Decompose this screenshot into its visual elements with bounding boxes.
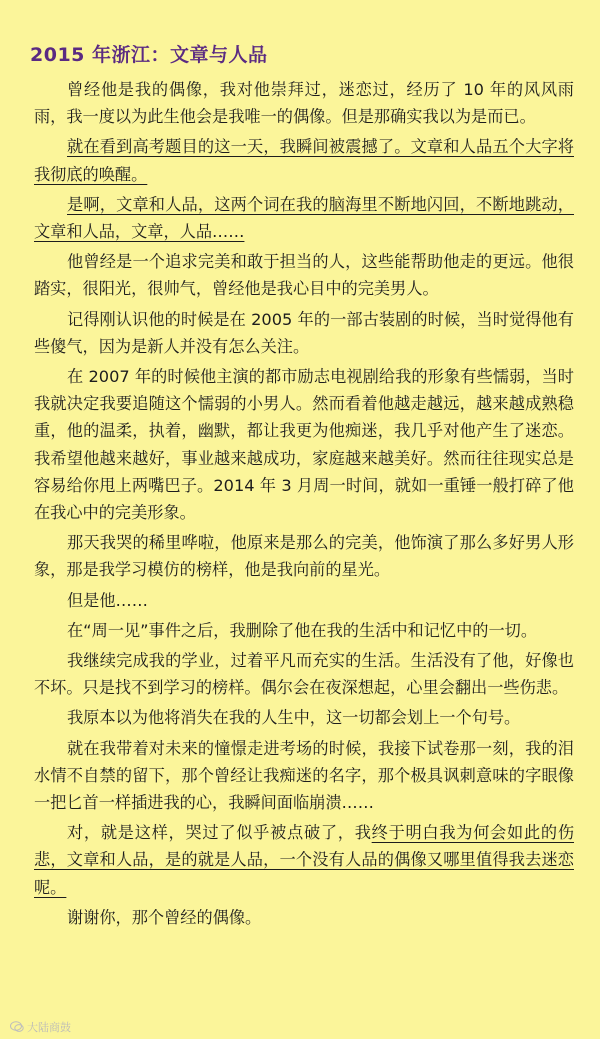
conclusion-underlined: 终于明白我为何会如此的伤悲，文章和人品，是的就是人品，一个没有人品的偶像又哪里值得我去迷恋呢。 (34, 823, 575, 897)
watermark (10, 1019, 71, 1035)
closing-line: 谢谢你，那个曾经的偶像。 (67, 907, 262, 927)
paragraph: 那天我哭的稀里哗啦，他原来是那么的完美，他饰演了那么多好男人形象，那是我学习模仿的榜样，他是我向前的星光。 (34, 533, 574, 580)
paragraph-underlined: 就在看到高考题目的这一天，我瞬间被震撼了。文章和人品五个大字将我彻底的唤醒。 (34, 137, 574, 184)
page-title: 2015 年浙江：文章与人品 (30, 44, 268, 66)
paragraph: 曾经他是我的偶像，我对他崇拜过，迷恋过，经历了 10 年的风风雨雨，我一度以为此生他会是我唯一的偶像。但是那确实我以为是而已。 (34, 80, 574, 127)
paragraph: 他曾经是一个追求完美和敢于担当的人，这些能帮助他走的更远。他很踏实，很阳光，很帅气，曾经他是我心目中的完美男人。 (34, 252, 574, 299)
watermark-text: 大陆商鼓 (27, 1021, 71, 1034)
paragraph: 我继续完成我的学业，过着平凡而充实的生活。生活没有了他，好像也不坏。只是找不到学习的榜样。偶尔会在夜深想起，心里会翻出一些伤悲。 (34, 651, 574, 698)
paragraph: 在 2007 年的时候他主演的都市励志电视剧给我的形象有些懦弱，当时我就决定我要追随这个懦弱的小男人。然而看着他越走越远，越来越成熟稳重，他的温柔，执着，幽默，都让我更为他痴迷，我几乎对他产生了迷恋。我希望他越来越好，事业越来越成功，家庭越来越美好。然而往往现实总是容易给你甩上两嘴巴子。2014 年 3 月周一时间，就如一重锤一般打碎了他在我心中的完美形象。 (34, 367, 574, 523)
paragraph: 就在我带着对未来的憧憬走进考场的时候，我接下试卷那一刻，我的泪水情不自禁的留下，那个曾经让我痴迷的名字，那个极具讽刺意味的字眼像一把匕首一样插进我的心，我瞬间面临崩溃…… (34, 738, 574, 813)
conclusion-prefix: 对，就是这样，哭过了似乎被点破了，我 (67, 823, 372, 843)
paragraph-underlined: 是啊，文章和人品，这两个词在我的脑海里不断地闪回，不断地跳动，文章和人品，文章，人品…… (34, 194, 574, 242)
paragraph: 在“周一见”事件之后，我删除了他在我的生活中和记忆中的一切。 (67, 620, 538, 640)
paragraph: 记得刚认识他的时候是在 2005 年的一部古装剧的时候，当时觉得他有些傻气，因为是新人并没有怎么关注。 (34, 309, 574, 356)
chat-bubble-icon (10, 1021, 24, 1033)
paragraph: 我原本以为他将消失在我的人生中，这一切都会划上一个句号。 (67, 708, 521, 728)
paragraph-conclusion (34, 819, 574, 901)
paragraph: 但是他…… (67, 590, 148, 610)
essay-body (34, 76, 574, 934)
